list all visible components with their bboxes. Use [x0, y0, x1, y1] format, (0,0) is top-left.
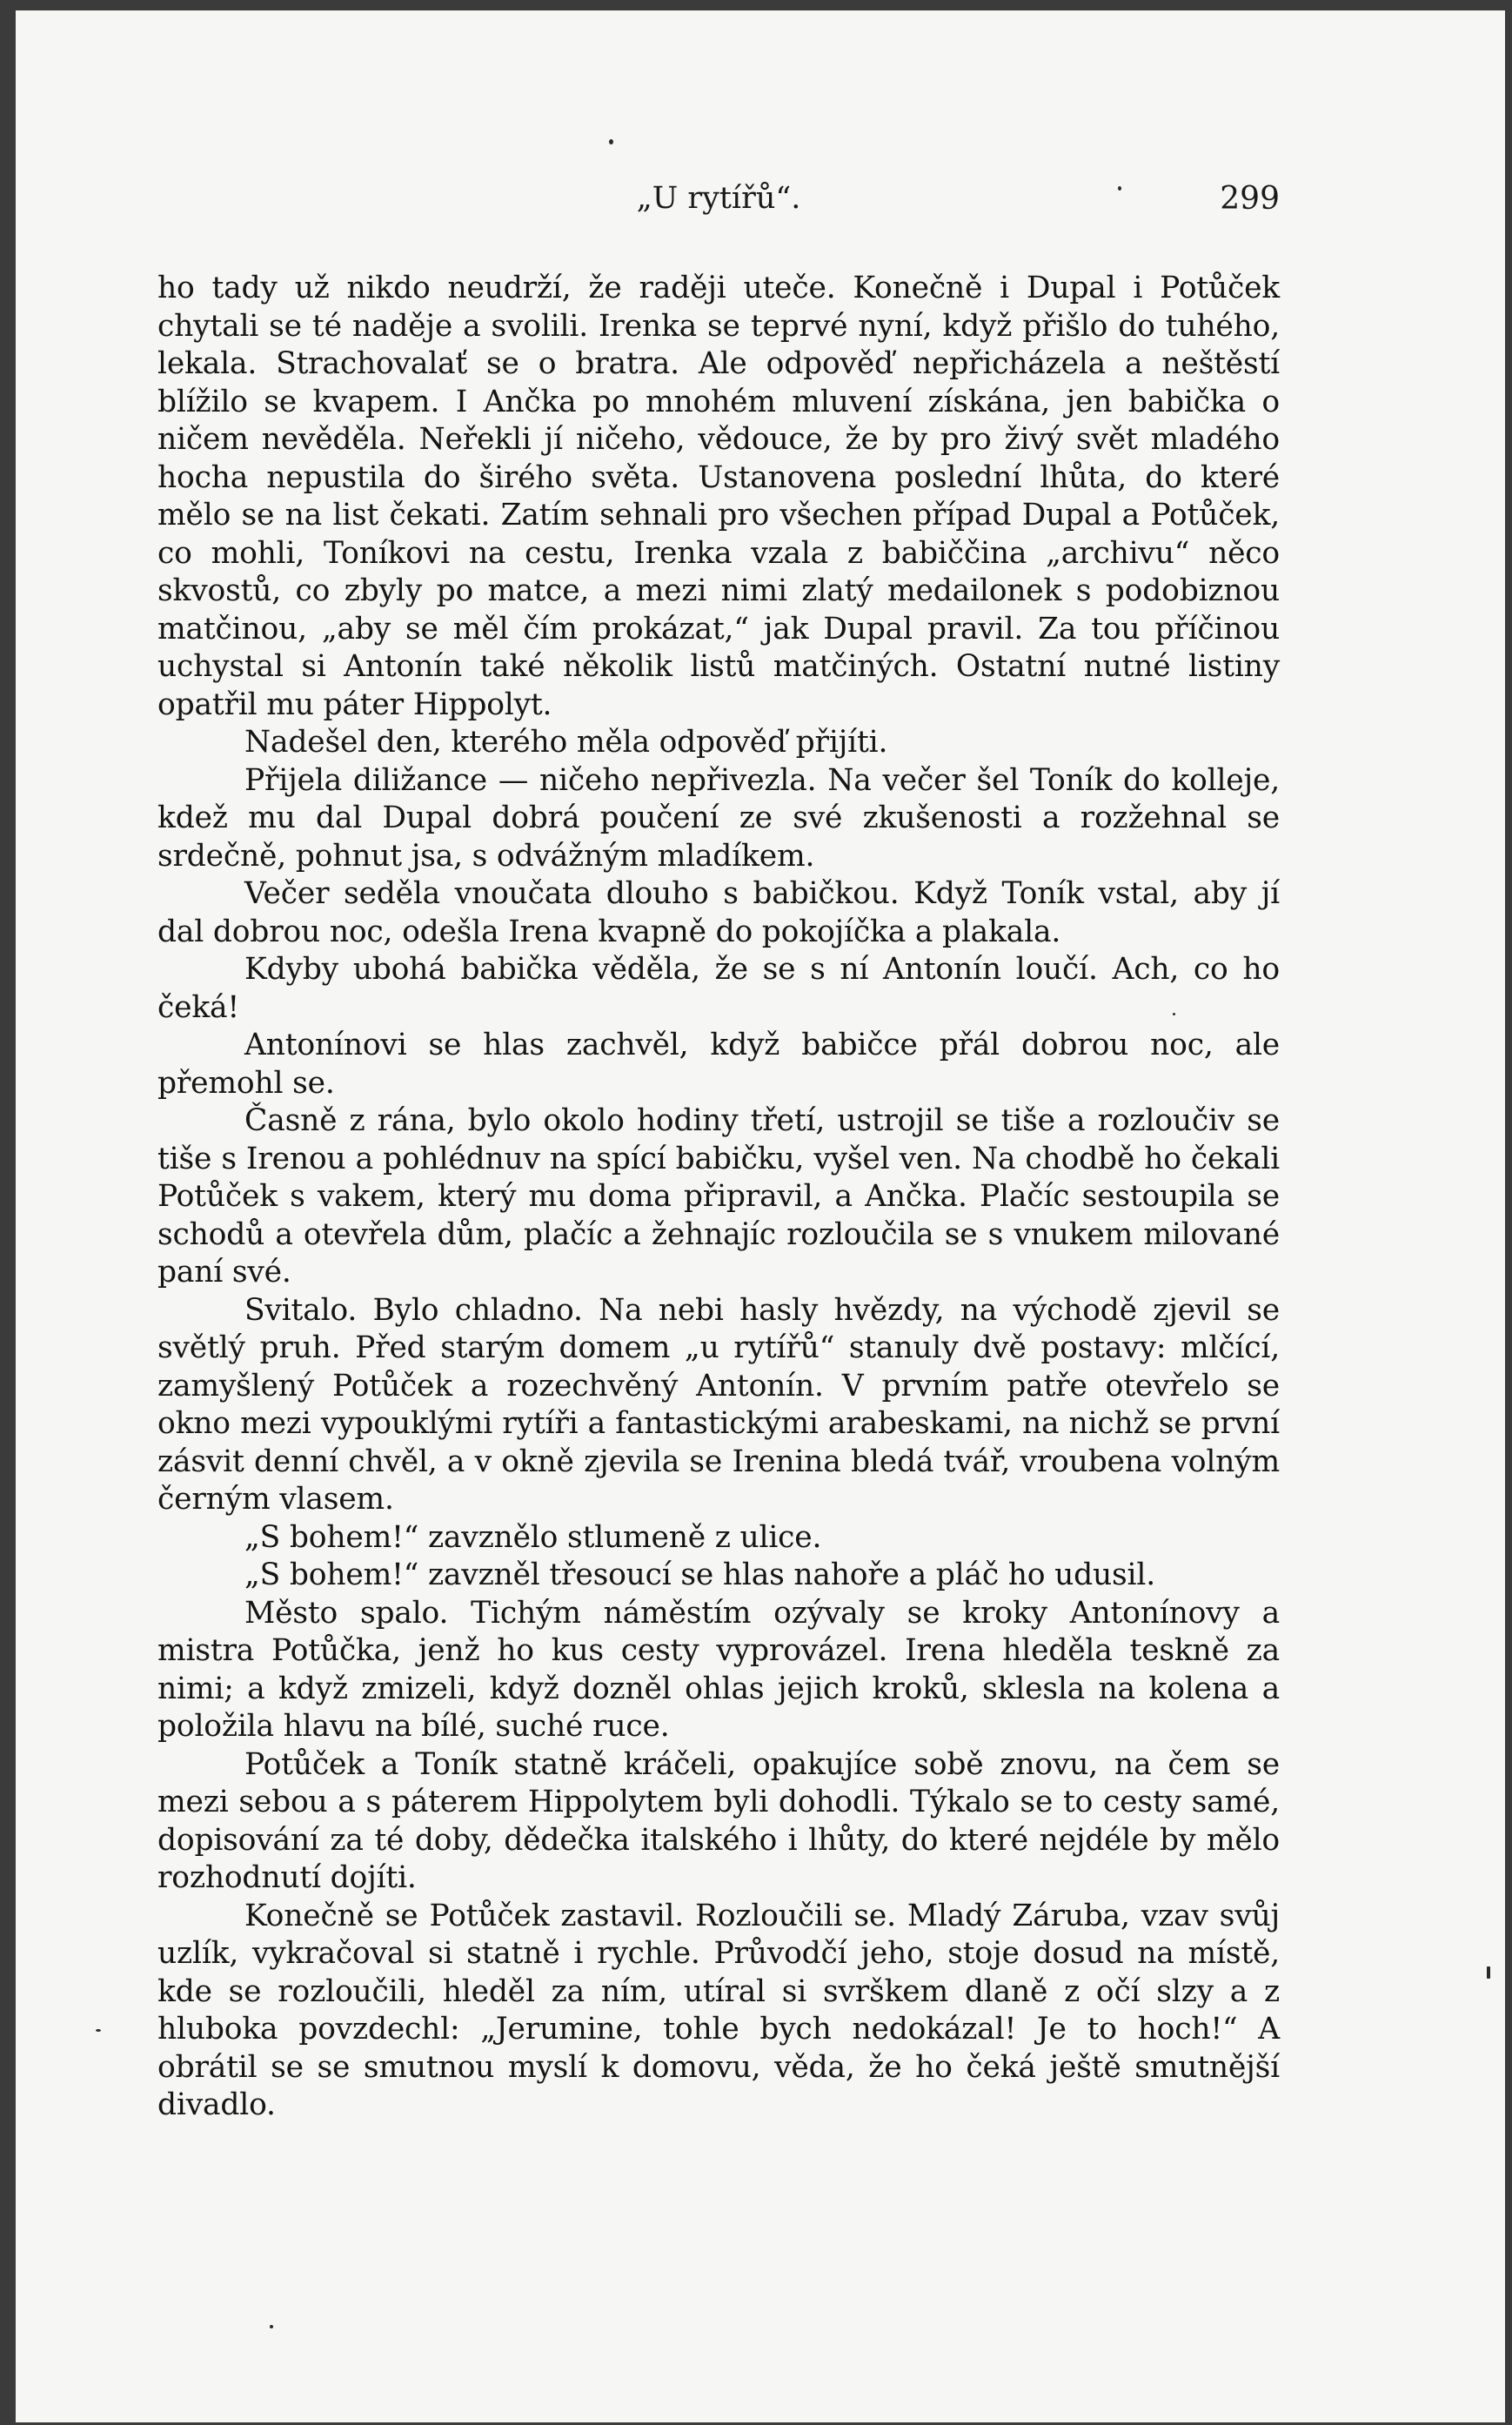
- scan-speck: [1487, 1966, 1490, 1979]
- paragraph: Časně z rána, bylo okolo hodiny třetí, ustrojil se tiše a rozloučiv se tiše s Irenou a pohlédnuv na spící babičku, vyšel ven. Na chodbě ho čekali Potůček s vakem, který mu doma připravil, a Ančka. Plačíc sestoupila se schodů a otevřela dům, plačíc a žehnajíc rozloučila se s vnukem milované paní své.: [157, 1103, 1280, 1290]
- scan-speck: [270, 2325, 273, 2328]
- paragraph: Přijela diližance — ničeho nepřivezla. Na večer šel Toník do kolleje, kdež mu dal Dupal dobrá poučení ze své zkušenosti a rozžehnal se srdečně, pohnut jsa, s odvážným mladíkem.: [157, 762, 1280, 874]
- paragraph: „S bohem!“ zavznělo stlumeně z ulice.: [244, 1519, 822, 1555]
- paragraph: Kdyby ubohá babička věděla, že se s ní Antonín loučí. Ach, co ho čeká!: [157, 952, 1280, 1025]
- paragraph: Svitalo. Bylo chladno. Na nebi hasly hvězdy, na východě zjevil se světlý pruh. Před starým domem „u rytířů“ stanuly dvě postavy: mlčící, zamyšlený Potůček a rozechvěný Antonín. V prvním patře otevřelo se okno mezi vypouklými rytíři a fantastickými arabeskami, na nichž se první zásvit denní chvěl, a v okně zjevila se Irenina bledá tvář, vroubena volným černým vlasem.: [157, 1292, 1280, 1517]
- scan-speck: [1173, 1013, 1175, 1015]
- page-header: [157, 181, 1280, 230]
- paragraph: Večer seděla vnoučata dlouho s babičkou. Když Toník vstal, aby jí dal dobrou noc, odešla Irena kvapně do pokojíčka a plakala.: [157, 876, 1280, 949]
- paragraph: Potůček a Toník statně kráčeli, opakujíce sobě znovu, na čem se mezi sebou a s páterem Hippolytem byli dohodli. Týkalo se to cesty samé, dopisování za té doby, dědečka italského i lhůty, do které nejdéle by mělo rozhodnutí dojíti.: [157, 1746, 1280, 1895]
- running-title: „U rytířů“.: [636, 181, 801, 216]
- scan-speck: [609, 139, 613, 144]
- paragraph: Konečně se Potůček zastavil. Rozloučili se. Mladý Záruba, vzav svůj uzlík, vykračoval si statně i rychle. Průvodčí jeho, stoje dosud na místě, kde se rozloučili, hleděl za ním, utíral si svrškem dlaně z očí slzy a z hluboka povzdechl: „Jerumine, tohle bych nedokázal! Je to hoch!“ A obrátil se se smutnou myslí k domovu, věda, že ho čeká ještě smutnější divadlo.: [157, 1898, 1280, 2122]
- paragraph: Antonínovi se hlas zachvěl, když babičce přál dobrou noc, ale přemohl se.: [157, 1028, 1280, 1101]
- scan-speck: [1118, 186, 1121, 191]
- paragraph: Město spalo. Tichým náměstím ozývaly se kroky Antonínovy a mistra Potůčka, jenž ho kus cesty vyprovázel. Irena hleděla teskně za nimi; a když zmizeli, když dozněl ohlas jejich kroků, sklesla na kolena a položila hlavu na bílé, suché ruce.: [157, 1595, 1280, 1744]
- paragraph: „S bohem!“ zavzněl třesoucí se hlas nahoře a pláč ho udusil.: [244, 1557, 1155, 1592]
- body-text: [157, 270, 1280, 2125]
- book-page: [16, 10, 1505, 2422]
- paragraph: ho tady už nikdo neudrží, že raději uteče. Konečně i Dupal i Potůček chytali se té naděje a svolili. Irenka se teprvé nyní, když přišlo do tuhého, lekala. Strachovalať se o bratra. Ale odpověď nepřicházela a neštěstí blížilo se kvapem. I Ančka po mnohém mluvení získána, jen babička o ničem nevěděla. Neřekli jí ničeho, vědouce, že by pro živý svět mladého hocha nepustila do širého světa. Ustanovena poslední lhůta, do které mělo se na list čekati. Zatím sehnali pro všechen případ Dupal a Potůček, co mohli, Toníkovi na cestu, Irenka vzala z babiččina „archivu“ něco skvostů, co zbyly po matce, a mezi nimi zlatý medailonek s podobiznou matčinou, „aby se měl čím prokázat,“ jak Dupal pravil. Za tou příčinou uchystal si Antonín také několik listů matčiných. Ostatní nutné listiny opatřil mu páter Hippolyt.: [157, 271, 1280, 722]
- paragraph: Nadešel den, kterého měla odpověď přijíti.: [244, 725, 888, 760]
- scan-speck: [96, 2029, 101, 2032]
- page-number: 299: [1220, 181, 1280, 217]
